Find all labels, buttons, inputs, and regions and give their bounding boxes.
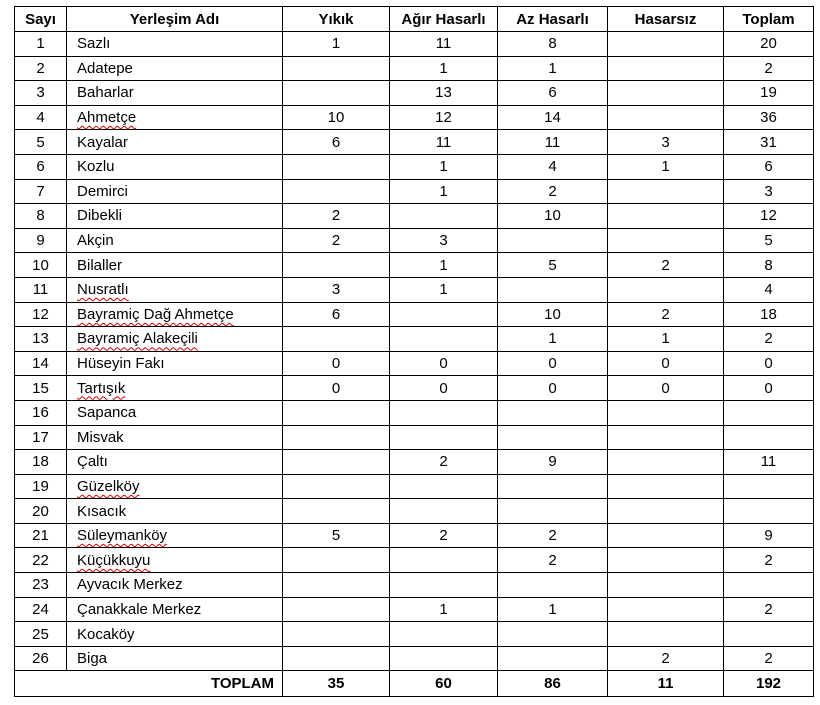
- cell-hasarsiz: 0: [608, 376, 724, 401]
- cell-toplam: 20: [724, 32, 814, 57]
- cell-yikik: [283, 548, 390, 573]
- total-agir-hasarli: 60: [390, 671, 498, 697]
- settlement-name: Sapanca: [77, 404, 137, 422]
- cell-hasarsiz: [608, 400, 724, 425]
- settlement-name: Tartışık: [77, 379, 126, 397]
- header-yerlesim-adi: Yerleşim Adı: [67, 7, 283, 32]
- table-row: [15, 179, 814, 204]
- cell-yerlesim-adi: [67, 105, 283, 130]
- settlement-name: Demirci: [77, 182, 128, 200]
- cell-yerlesim-adi: [67, 474, 283, 499]
- cell-hasarsiz: [608, 32, 724, 57]
- cell-yikik: [283, 597, 390, 622]
- total-yikik: 35: [283, 671, 390, 697]
- cell-yerlesim-adi: [67, 548, 283, 573]
- cell-az-hasarli: 0: [498, 376, 608, 401]
- cell-toplam: [724, 573, 814, 598]
- cell-yerlesim-adi: [67, 646, 283, 671]
- cell-hasarsiz: [608, 474, 724, 499]
- cell-toplam: [724, 622, 814, 647]
- cell-az-hasarli: 6: [498, 81, 608, 106]
- cell-yikik: 2: [283, 204, 390, 229]
- settlement-name: Ahmetçe: [77, 109, 137, 127]
- cell-yikik: [283, 400, 390, 425]
- cell-agir-hasarli: 1: [390, 277, 498, 302]
- cell-hasarsiz: [608, 277, 724, 302]
- cell-sayi: 12: [15, 302, 67, 327]
- cell-hasarsiz: [608, 499, 724, 524]
- total-az-hasarli: 86: [498, 671, 608, 697]
- damage-table: [14, 6, 814, 697]
- settlement-name: Çaltı: [77, 453, 108, 471]
- cell-yerlesim-adi: [67, 622, 283, 647]
- cell-toplam: 19: [724, 81, 814, 106]
- cell-az-hasarli: 2: [498, 523, 608, 548]
- cell-az-hasarli: [498, 228, 608, 253]
- cell-yerlesim-adi: [67, 179, 283, 204]
- cell-az-hasarli: 10: [498, 302, 608, 327]
- cell-hasarsiz: [608, 425, 724, 450]
- cell-agir-hasarli: 1: [390, 597, 498, 622]
- cell-toplam: 11: [724, 450, 814, 475]
- total-label: TOPLAM: [15, 671, 283, 697]
- table-row: [15, 400, 814, 425]
- cell-az-hasarli: 0: [498, 351, 608, 376]
- cell-az-hasarli: 2: [498, 179, 608, 204]
- cell-hasarsiz: 2: [608, 302, 724, 327]
- table-row: [15, 351, 814, 376]
- cell-toplam: [724, 474, 814, 499]
- cell-agir-hasarli: 3: [390, 228, 498, 253]
- table-body: [15, 32, 814, 671]
- settlement-name: Ayvacık Merkez: [77, 576, 183, 594]
- cell-hasarsiz: 2: [608, 646, 724, 671]
- settlement-name: Sazlı: [77, 35, 111, 53]
- settlement-name: Bayramiç Alakeçili: [77, 330, 198, 348]
- settlement-name: Kocaköy: [77, 625, 135, 643]
- cell-agir-hasarli: 1: [390, 253, 498, 278]
- settlement-name: Küçükkuyu: [77, 551, 151, 569]
- cell-sayi: 7: [15, 179, 67, 204]
- settlement-name: Kayalar: [77, 133, 128, 151]
- cell-agir-hasarli: 1: [390, 154, 498, 179]
- cell-yerlesim-adi: [67, 499, 283, 524]
- cell-hasarsiz: [608, 56, 724, 81]
- cell-yikik: 10: [283, 105, 390, 130]
- cell-sayi: 14: [15, 351, 67, 376]
- table-row: [15, 56, 814, 81]
- table-row: [15, 204, 814, 229]
- cell-hasarsiz: [608, 622, 724, 647]
- header-toplam: Toplam: [724, 7, 814, 32]
- settlement-name: Nusratlı: [77, 281, 129, 299]
- cell-yikik: 0: [283, 351, 390, 376]
- table-row: [15, 154, 814, 179]
- cell-yikik: [283, 81, 390, 106]
- settlement-name: Güzelköy: [77, 477, 140, 495]
- settlement-name: Misvak: [77, 428, 124, 446]
- cell-az-hasarli: [498, 474, 608, 499]
- cell-az-hasarli: 8: [498, 32, 608, 57]
- cell-az-hasarli: 2: [498, 548, 608, 573]
- cell-toplam: [724, 499, 814, 524]
- cell-toplam: [724, 425, 814, 450]
- cell-hasarsiz: 1: [608, 154, 724, 179]
- cell-agir-hasarli: 0: [390, 376, 498, 401]
- cell-sayi: 4: [15, 105, 67, 130]
- cell-az-hasarli: [498, 400, 608, 425]
- cell-yikik: 2: [283, 228, 390, 253]
- cell-agir-hasarli: 13: [390, 81, 498, 106]
- cell-yerlesim-adi: [67, 302, 283, 327]
- cell-agir-hasarli: 11: [390, 130, 498, 155]
- cell-hasarsiz: [608, 597, 724, 622]
- settlement-name: Dibekli: [77, 207, 123, 225]
- cell-sayi: 6: [15, 154, 67, 179]
- table-row: [15, 81, 814, 106]
- cell-toplam: 2: [724, 597, 814, 622]
- settlement-name: Kısacık: [77, 502, 127, 520]
- cell-sayi: 10: [15, 253, 67, 278]
- cell-sayi: 15: [15, 376, 67, 401]
- table-row: [15, 253, 814, 278]
- table-row: [15, 277, 814, 302]
- table-row: [15, 425, 814, 450]
- cell-hasarsiz: [608, 573, 724, 598]
- settlement-name: Çanakkale Merkez: [77, 600, 202, 618]
- cell-sayi: 16: [15, 400, 67, 425]
- table-row: [15, 523, 814, 548]
- cell-hasarsiz: 3: [608, 130, 724, 155]
- cell-hasarsiz: [608, 204, 724, 229]
- cell-yerlesim-adi: [67, 130, 283, 155]
- cell-az-hasarli: 5: [498, 253, 608, 278]
- cell-sayi: 24: [15, 597, 67, 622]
- cell-sayi: 20: [15, 499, 67, 524]
- cell-hasarsiz: [608, 81, 724, 106]
- cell-toplam: 31: [724, 130, 814, 155]
- cell-toplam: 3: [724, 179, 814, 204]
- cell-yerlesim-adi: [67, 376, 283, 401]
- cell-sayi: 2: [15, 56, 67, 81]
- cell-yikik: 5: [283, 523, 390, 548]
- cell-yerlesim-adi: [67, 450, 283, 475]
- table-row: [15, 376, 814, 401]
- cell-sayi: 19: [15, 474, 67, 499]
- cell-yikik: [283, 425, 390, 450]
- settlement-name: Akçin: [77, 232, 114, 250]
- cell-agir-hasarli: 1: [390, 179, 498, 204]
- total-toplam: 192: [724, 671, 814, 697]
- cell-sayi: 25: [15, 622, 67, 647]
- cell-agir-hasarli: 1: [390, 56, 498, 81]
- cell-toplam: 8: [724, 253, 814, 278]
- cell-yerlesim-adi: [67, 425, 283, 450]
- cell-yikik: [283, 179, 390, 204]
- cell-hasarsiz: [608, 105, 724, 130]
- table-row: [15, 548, 814, 573]
- cell-yikik: [283, 56, 390, 81]
- cell-hasarsiz: 1: [608, 327, 724, 352]
- cell-az-hasarli: [498, 499, 608, 524]
- cell-hasarsiz: [608, 523, 724, 548]
- cell-agir-hasarli: [390, 646, 498, 671]
- cell-yikik: [283, 474, 390, 499]
- cell-az-hasarli: 9: [498, 450, 608, 475]
- cell-agir-hasarli: 2: [390, 523, 498, 548]
- cell-az-hasarli: [498, 425, 608, 450]
- cell-yerlesim-adi: [67, 81, 283, 106]
- cell-yerlesim-adi: [67, 400, 283, 425]
- header-agir-hasarli: Ağır Hasarlı: [390, 7, 498, 32]
- cell-toplam: 2: [724, 56, 814, 81]
- header-sayi: Sayı: [15, 7, 67, 32]
- cell-hasarsiz: [608, 179, 724, 204]
- cell-hasarsiz: [608, 450, 724, 475]
- cell-toplam: 2: [724, 548, 814, 573]
- cell-yikik: [283, 450, 390, 475]
- cell-yikik: 0: [283, 376, 390, 401]
- cell-sayi: 18: [15, 450, 67, 475]
- header-yikik: Yıkık: [283, 7, 390, 32]
- cell-agir-hasarli: 0: [390, 351, 498, 376]
- table-row: [15, 302, 814, 327]
- cell-az-hasarli: 1: [498, 56, 608, 81]
- cell-yikik: [283, 253, 390, 278]
- cell-agir-hasarli: 12: [390, 105, 498, 130]
- settlement-name: Baharlar: [77, 84, 134, 102]
- cell-yerlesim-adi: [67, 573, 283, 598]
- cell-yikik: 6: [283, 130, 390, 155]
- cell-toplam: 6: [724, 154, 814, 179]
- cell-yerlesim-adi: [67, 204, 283, 229]
- cell-sayi: 21: [15, 523, 67, 548]
- cell-hasarsiz: [608, 548, 724, 573]
- cell-az-hasarli: [498, 622, 608, 647]
- cell-toplam: 36: [724, 105, 814, 130]
- table-row: [15, 646, 814, 671]
- total-row: [15, 671, 814, 697]
- cell-sayi: 17: [15, 425, 67, 450]
- cell-yikik: [283, 499, 390, 524]
- table-row: [15, 130, 814, 155]
- cell-yikik: 3: [283, 277, 390, 302]
- cell-yerlesim-adi: [67, 154, 283, 179]
- cell-yerlesim-adi: [67, 32, 283, 57]
- cell-toplam: 5: [724, 228, 814, 253]
- cell-agir-hasarli: [390, 302, 498, 327]
- total-hasarsiz: 11: [608, 671, 724, 697]
- cell-toplam: 2: [724, 646, 814, 671]
- settlement-name: Bayramiç Dağ Ahmetçe: [77, 305, 234, 323]
- cell-sayi: 5: [15, 130, 67, 155]
- settlement-name: Süleymanköy: [77, 527, 168, 545]
- cell-toplam: [724, 400, 814, 425]
- cell-az-hasarli: [498, 277, 608, 302]
- cell-sayi: 13: [15, 327, 67, 352]
- table-row: [15, 105, 814, 130]
- cell-agir-hasarli: [390, 573, 498, 598]
- cell-hasarsiz: [608, 228, 724, 253]
- cell-hasarsiz: 0: [608, 351, 724, 376]
- cell-yerlesim-adi: [67, 253, 283, 278]
- cell-agir-hasarli: 2: [390, 450, 498, 475]
- cell-sayi: 22: [15, 548, 67, 573]
- cell-yikik: [283, 154, 390, 179]
- cell-az-hasarli: 14: [498, 105, 608, 130]
- cell-hasarsiz: 2: [608, 253, 724, 278]
- cell-yikik: [283, 327, 390, 352]
- cell-az-hasarli: 1: [498, 327, 608, 352]
- table-row: [15, 327, 814, 352]
- cell-yikik: [283, 622, 390, 647]
- cell-agir-hasarli: [390, 499, 498, 524]
- cell-yerlesim-adi: [67, 277, 283, 302]
- cell-yerlesim-adi: [67, 327, 283, 352]
- table-row: [15, 474, 814, 499]
- cell-sayi: 8: [15, 204, 67, 229]
- cell-toplam: 9: [724, 523, 814, 548]
- cell-toplam: 2: [724, 327, 814, 352]
- cell-agir-hasarli: [390, 622, 498, 647]
- cell-sayi: 26: [15, 646, 67, 671]
- cell-toplam: 0: [724, 376, 814, 401]
- cell-yikik: [283, 646, 390, 671]
- cell-yikik: [283, 573, 390, 598]
- cell-yerlesim-adi: [67, 597, 283, 622]
- table-row: [15, 597, 814, 622]
- settlement-name: Kozlu: [77, 158, 115, 176]
- header-az-hasarli: Az Hasarlı: [498, 7, 608, 32]
- table-row: [15, 573, 814, 598]
- cell-az-hasarli: 4: [498, 154, 608, 179]
- cell-az-hasarli: 10: [498, 204, 608, 229]
- cell-yerlesim-adi: [67, 351, 283, 376]
- cell-sayi: 11: [15, 277, 67, 302]
- cell-sayi: 3: [15, 81, 67, 106]
- table-row: [15, 228, 814, 253]
- cell-toplam: 0: [724, 351, 814, 376]
- table-row: [15, 450, 814, 475]
- table-row: [15, 622, 814, 647]
- cell-az-hasarli: [498, 573, 608, 598]
- cell-toplam: 18: [724, 302, 814, 327]
- cell-agir-hasarli: [390, 474, 498, 499]
- cell-az-hasarli: 11: [498, 130, 608, 155]
- cell-agir-hasarli: [390, 327, 498, 352]
- cell-sayi: 23: [15, 573, 67, 598]
- table-row: [15, 499, 814, 524]
- settlement-name: Hüseyin Fakı: [77, 355, 165, 373]
- cell-agir-hasarli: [390, 425, 498, 450]
- cell-yikik: 6: [283, 302, 390, 327]
- cell-az-hasarli: [498, 646, 608, 671]
- cell-yerlesim-adi: [67, 523, 283, 548]
- header-hasarsiz: Hasarsız: [608, 7, 724, 32]
- cell-agir-hasarli: 11: [390, 32, 498, 57]
- table-row: [15, 32, 814, 57]
- cell-sayi: 9: [15, 228, 67, 253]
- cell-agir-hasarli: [390, 204, 498, 229]
- cell-yerlesim-adi: [67, 56, 283, 81]
- settlement-name: Bilaller: [77, 256, 123, 274]
- cell-az-hasarli: 1: [498, 597, 608, 622]
- cell-yikik: 1: [283, 32, 390, 57]
- header-row: [15, 7, 814, 32]
- cell-toplam: 12: [724, 204, 814, 229]
- cell-toplam: 4: [724, 277, 814, 302]
- settlement-name: Adatepe: [77, 59, 133, 77]
- cell-agir-hasarli: [390, 548, 498, 573]
- cell-agir-hasarli: [390, 400, 498, 425]
- cell-sayi: 1: [15, 32, 67, 57]
- cell-yerlesim-adi: [67, 228, 283, 253]
- settlement-name: Biga: [77, 650, 108, 668]
